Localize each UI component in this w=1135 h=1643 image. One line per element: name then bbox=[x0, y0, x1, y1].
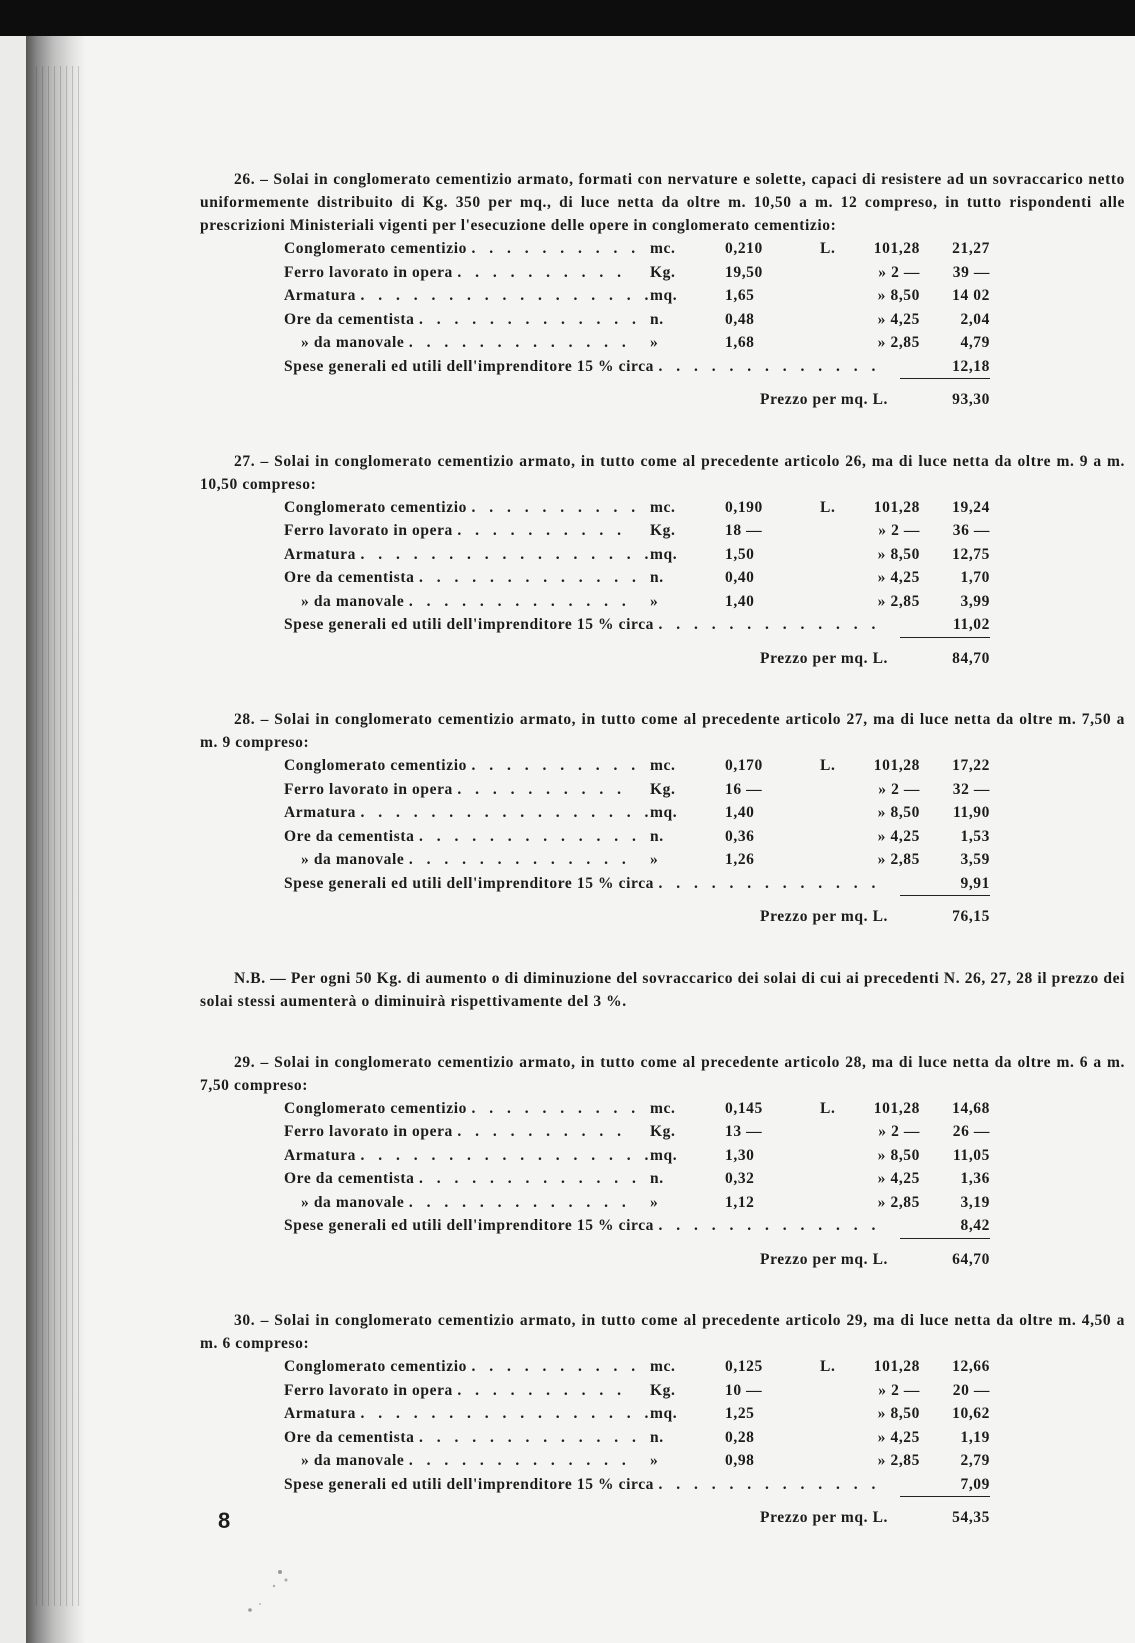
cost-quantity: 1,25 bbox=[725, 1405, 755, 1422]
cost-item-label bbox=[284, 496, 641, 520]
price-label: Prezzo per mq. L. bbox=[760, 391, 889, 408]
unit-price: » 2,85 bbox=[877, 851, 920, 868]
article-block bbox=[200, 708, 1125, 929]
unit-price: » 2 — bbox=[878, 522, 920, 539]
leader-dots: . . . . . . . . . . . . . bbox=[658, 1475, 881, 1493]
cost-quantity: 1,50 bbox=[725, 545, 755, 563]
cost-item-name: Conglomerato cementizio bbox=[284, 240, 467, 257]
cost-unit: » bbox=[650, 851, 659, 868]
cost-amount: 17,22 bbox=[952, 757, 990, 774]
cost-item-label bbox=[284, 331, 631, 355]
cost-unit: mq. bbox=[650, 1146, 678, 1164]
cost-unit: Kg. bbox=[650, 780, 676, 798]
unit-price: » 4,25 bbox=[877, 1170, 920, 1187]
cost-item-name: Armatura bbox=[284, 287, 356, 304]
unit-price: » 2 — bbox=[878, 263, 920, 281]
cost-item-label bbox=[284, 1402, 654, 1426]
cost-item-name: » da manovale bbox=[301, 334, 405, 351]
cost-quantity: 10 — bbox=[725, 1381, 763, 1399]
leader-dots: . . . . . . . . . . bbox=[457, 263, 627, 281]
price-row bbox=[200, 388, 1125, 412]
cost-item-name: Armatura bbox=[284, 545, 356, 563]
cost-quantity: 1,65 bbox=[725, 287, 755, 304]
leader-dots: . . . . . . . . . . . . . bbox=[418, 310, 641, 328]
overhead-label bbox=[284, 1473, 914, 1497]
cost-item-label bbox=[284, 1097, 641, 1121]
unit-price: 101,28 bbox=[873, 498, 920, 516]
cost-row bbox=[200, 825, 1125, 849]
leader-dots: . . . . . . . . . . . . . . . . . bbox=[360, 287, 654, 304]
leader-dots: . . . . . . . . . . . . . . . . . bbox=[360, 1405, 654, 1422]
nb-note: N.B. — Per ogni 50 Kg. di aumento o di diminuzione del sovraccarico dei solai di cui ai precedenti N. 26, 27, 28 il prezzo dei solai stessi aumenterà o diminuirà rispettivamente del 3 %. bbox=[200, 969, 1125, 1010]
cost-amount: 3,59 bbox=[960, 851, 990, 868]
cost-unit: » bbox=[650, 1193, 659, 1211]
cost-row bbox=[200, 496, 1125, 520]
cost-amount: 1,53 bbox=[960, 827, 990, 845]
unit-price: » 8,50 bbox=[877, 545, 920, 563]
cost-unit: mc. bbox=[650, 240, 676, 257]
cost-row bbox=[200, 331, 1125, 355]
price-total: 54,35 bbox=[952, 1509, 990, 1526]
cost-quantity: 0,170 bbox=[725, 757, 763, 774]
currency-label: L. bbox=[820, 1358, 836, 1375]
cost-unit: mq. bbox=[650, 804, 678, 821]
cost-quantity: 0,48 bbox=[725, 310, 755, 328]
cost-quantity: 1,40 bbox=[725, 592, 755, 610]
cost-amount: 21,27 bbox=[952, 240, 990, 257]
cost-item-label bbox=[284, 543, 654, 567]
leader-dots: . . . . . . . . . . . . . . . . . bbox=[360, 1146, 654, 1164]
cost-amount: 11,90 bbox=[952, 804, 990, 821]
cost-item-name: Armatura bbox=[284, 1405, 356, 1422]
cost-quantity: 1,12 bbox=[725, 1193, 755, 1211]
cost-item-label bbox=[284, 1191, 631, 1215]
cost-amount: 3,99 bbox=[960, 592, 990, 610]
unit-price: » 2,85 bbox=[877, 592, 920, 610]
cost-row bbox=[200, 778, 1125, 802]
cost-item-name: Armatura bbox=[284, 1146, 356, 1164]
cost-item-name: Conglomerato cementizio bbox=[284, 498, 467, 516]
overhead-amount: 8,42 bbox=[900, 1214, 990, 1239]
cost-unit: n. bbox=[650, 1170, 664, 1187]
cost-item-name: » da manovale bbox=[301, 592, 405, 610]
cost-item-label bbox=[284, 1379, 627, 1403]
cost-item-label bbox=[284, 308, 641, 332]
leader-dots: . . . . . . . . . . bbox=[471, 757, 641, 774]
unit-price: » 8,50 bbox=[877, 287, 920, 304]
price-label: Prezzo per mq. L. bbox=[760, 1509, 889, 1526]
cost-item-label bbox=[284, 261, 627, 285]
leader-dots: . . . . . . . . . . . . . bbox=[658, 357, 881, 375]
cost-quantity: 0,32 bbox=[725, 1170, 755, 1187]
article-block bbox=[200, 1309, 1125, 1530]
leader-dots: . . . . . . . . . . bbox=[457, 780, 627, 798]
cost-item-name: Conglomerato cementizio bbox=[284, 1099, 467, 1117]
cost-item-label bbox=[284, 1449, 631, 1473]
article-text: 27. – Solai in conglomerato cementizio armato, in tutto come al precedente articolo 26, ma di luce netta da oltre m. 9 a m. 10,50 compreso: bbox=[200, 452, 1125, 493]
leader-dots: . . . . . . . . . . . . . . . . . bbox=[360, 545, 654, 563]
price-label: Prezzo per mq. L. bbox=[760, 649, 889, 667]
cost-amount: 14,68 bbox=[952, 1099, 990, 1117]
cost-item-name: Ore da cementista bbox=[284, 310, 415, 328]
cost-amount: 3,19 bbox=[960, 1193, 990, 1211]
leader-dots: . . . . . . . . . . bbox=[457, 1123, 627, 1140]
unit-price: » 8,50 bbox=[877, 804, 920, 821]
cost-item-label bbox=[284, 237, 641, 261]
cost-unit: mc. bbox=[650, 498, 676, 516]
cost-amount: 12,66 bbox=[952, 1358, 990, 1375]
cost-quantity: 16 — bbox=[725, 780, 763, 798]
cost-item-name: » da manovale bbox=[301, 1452, 405, 1469]
cost-quantity: 0,40 bbox=[725, 569, 755, 586]
leader-dots: . . . . . . . . . . . . . bbox=[418, 1170, 641, 1187]
currency-label: L. bbox=[820, 498, 836, 516]
overhead-row bbox=[200, 613, 1125, 637]
cost-quantity: 0,28 bbox=[725, 1428, 755, 1446]
document-content bbox=[200, 168, 1125, 1568]
cost-row bbox=[200, 1097, 1125, 1121]
overhead-row bbox=[200, 1473, 1125, 1497]
article-text: 29. – Solai in conglomerato cementizio armato, in tutto come al precedente articolo 28, ma di luce netta da oltre m. 6 a m. 7,50 compreso: bbox=[200, 1053, 1125, 1094]
cost-unit: » bbox=[650, 334, 659, 351]
article-text: 28. – Solai in conglomerato cementizio armato, in tutto come al precedente articolo 27, ma di luce netta da oltre m. 7,50 a m. 9 compreso: bbox=[200, 711, 1125, 751]
cost-quantity: 1,40 bbox=[725, 804, 755, 821]
overhead-row bbox=[200, 1214, 1125, 1238]
overhead-text: Spese generali ed utili dell'imprenditore 15 % circa bbox=[284, 1217, 655, 1234]
overhead-text: Spese generali ed utili dell'imprenditore 15 % circa bbox=[284, 874, 655, 892]
cost-row bbox=[200, 1355, 1125, 1379]
cost-row bbox=[200, 1191, 1125, 1215]
cost-unit: n. bbox=[650, 1428, 664, 1446]
cost-row bbox=[200, 543, 1125, 567]
cost-amount: 32 — bbox=[952, 780, 990, 798]
cost-amount: 14 02 bbox=[952, 287, 990, 304]
cost-item-label bbox=[284, 754, 641, 778]
leader-dots: . . . . . . . . . . . . . bbox=[408, 1452, 631, 1469]
leader-dots: . . . . . . . . . . . . . bbox=[658, 1217, 881, 1234]
cost-amount: 20 — bbox=[952, 1381, 990, 1399]
unit-price: » 4,25 bbox=[877, 310, 920, 328]
cost-row bbox=[200, 1402, 1125, 1426]
currency-label: L. bbox=[820, 757, 836, 774]
overhead-label bbox=[284, 872, 914, 896]
cost-unit: n. bbox=[650, 569, 664, 586]
cost-amount: 19,24 bbox=[952, 498, 990, 516]
cost-row bbox=[200, 261, 1125, 285]
price-total: 64,70 bbox=[952, 1250, 990, 1268]
cost-item-name: Ferro lavorato in opera bbox=[284, 522, 453, 539]
unit-price: » 2,85 bbox=[877, 334, 920, 351]
cost-quantity: 0,145 bbox=[725, 1099, 763, 1117]
page-binding-shadow bbox=[26, 36, 86, 1643]
cost-row bbox=[200, 308, 1125, 332]
leader-dots: . . . . . . . . . . . . . bbox=[418, 827, 641, 845]
currency-label: L. bbox=[820, 1099, 836, 1117]
cost-item-label bbox=[284, 590, 631, 614]
leader-dots: . . . . . . . . . . . . . bbox=[658, 616, 881, 633]
cost-item-name: Ore da cementista bbox=[284, 1170, 415, 1187]
cost-row bbox=[200, 519, 1125, 543]
cost-item-name: Ferro lavorato in opera bbox=[284, 1381, 453, 1399]
overhead-label bbox=[284, 355, 914, 379]
unit-price: » 4,25 bbox=[877, 1428, 920, 1446]
unit-price: » 4,25 bbox=[877, 569, 920, 586]
cost-row bbox=[200, 848, 1125, 872]
cost-amount: 39 — bbox=[952, 263, 990, 281]
overhead-text: Spese generali ed utili dell'imprenditore 15 % circa bbox=[284, 1475, 655, 1493]
leader-dots: . . . . . . . . . . bbox=[471, 240, 641, 257]
cost-unit: n. bbox=[650, 827, 664, 845]
cost-item-name: Conglomerato cementizio bbox=[284, 757, 467, 774]
cost-unit: Kg. bbox=[650, 1123, 676, 1140]
unit-price: 101,28 bbox=[873, 240, 920, 257]
cost-item-label bbox=[284, 519, 627, 543]
cost-unit: » bbox=[650, 592, 659, 610]
price-row bbox=[200, 647, 1125, 671]
cost-item-name: » da manovale bbox=[301, 1193, 405, 1211]
price-label: Prezzo per mq. L. bbox=[760, 1250, 889, 1268]
cost-unit: mq. bbox=[650, 1405, 678, 1422]
cost-quantity: 0,190 bbox=[725, 498, 763, 516]
currency-label: L. bbox=[820, 240, 836, 257]
overhead-row bbox=[200, 355, 1125, 379]
cost-row bbox=[200, 754, 1125, 778]
unit-price: » 2,85 bbox=[877, 1193, 920, 1211]
cost-amount: 2,79 bbox=[960, 1452, 990, 1469]
cost-row bbox=[200, 1167, 1125, 1191]
price-total: 93,30 bbox=[952, 391, 990, 408]
unit-price: » 4,25 bbox=[877, 827, 920, 845]
unit-price: » 2,85 bbox=[877, 1452, 920, 1469]
leader-dots: . . . . . . . . . . . . . bbox=[408, 1193, 631, 1211]
cost-unit: mq. bbox=[650, 545, 678, 563]
cost-unit: » bbox=[650, 1452, 659, 1469]
article-text: 26. – Solai in conglomerato cementizio armato, formati con nervature e solette, capaci di resistere ad un sovraccarico netto uniformemente distribuito di Kg. 350 per mq., di luce netta da oltre m. 10,50 a m. 12 compreso, in tutto rispondenti alle prescrizioni Ministeriali vigenti per l'esecuzione delle opere in conglomerato cementizio: bbox=[200, 171, 1125, 234]
cost-unit: n. bbox=[650, 310, 664, 328]
unit-price: » 8,50 bbox=[877, 1146, 920, 1164]
cost-amount: 10,62 bbox=[952, 1405, 990, 1422]
overhead-amount: 7,09 bbox=[900, 1473, 990, 1498]
cost-item-label bbox=[284, 1120, 627, 1144]
overhead-label bbox=[284, 613, 914, 637]
cost-row bbox=[200, 284, 1125, 308]
cost-quantity: 0,36 bbox=[725, 827, 755, 845]
cost-amount: 1,19 bbox=[960, 1428, 990, 1446]
cost-row bbox=[200, 566, 1125, 590]
leader-dots: . . . . . . . . . . . . . bbox=[408, 334, 631, 351]
cost-item-name: Ferro lavorato in opera bbox=[284, 263, 453, 281]
unit-price: 101,28 bbox=[873, 757, 920, 774]
article-block bbox=[200, 1051, 1125, 1272]
cost-item-name: Ferro lavorato in opera bbox=[284, 780, 453, 798]
leader-dots: . . . . . . . . . . . . . bbox=[408, 592, 631, 610]
cost-amount: 2,04 bbox=[960, 310, 990, 328]
cost-unit: Kg. bbox=[650, 1381, 676, 1399]
cost-item-name: Ore da cementista bbox=[284, 569, 415, 586]
cost-unit: Kg. bbox=[650, 522, 676, 539]
scan-specks bbox=[230, 1560, 310, 1620]
cost-quantity: 13 — bbox=[725, 1123, 763, 1140]
scan-top-band bbox=[0, 0, 1135, 36]
cost-amount: 36 — bbox=[952, 522, 990, 539]
cost-item-name: Ore da cementista bbox=[284, 1428, 415, 1446]
overhead-amount: 11,02 bbox=[900, 613, 990, 638]
cost-item-label bbox=[284, 825, 641, 849]
cost-amount: 11,05 bbox=[952, 1146, 990, 1164]
cost-item-name: Ore da cementista bbox=[284, 827, 415, 845]
cost-item-label bbox=[284, 778, 627, 802]
unit-price: 101,28 bbox=[873, 1099, 920, 1117]
cost-quantity: 0,98 bbox=[725, 1452, 755, 1469]
cost-amount: 12,75 bbox=[952, 545, 990, 563]
cost-amount: 1,70 bbox=[960, 569, 990, 586]
article-block bbox=[200, 450, 1125, 671]
cost-unit: mc. bbox=[650, 757, 676, 774]
cost-item-label bbox=[284, 1426, 641, 1450]
cost-item-name: » da manovale bbox=[301, 851, 405, 868]
price-row bbox=[200, 1248, 1125, 1272]
leader-dots: . . . . . . . . . . bbox=[471, 498, 641, 516]
overhead-text: Spese generali ed utili dell'imprenditore 15 % circa bbox=[284, 616, 655, 633]
cost-item-label bbox=[284, 1167, 641, 1191]
price-total: 76,15 bbox=[952, 908, 990, 925]
cost-item-name: Conglomerato cementizio bbox=[284, 1358, 467, 1375]
unit-price: 101,28 bbox=[873, 1358, 920, 1375]
cost-unit: mc. bbox=[650, 1099, 676, 1117]
article-text: 30. – Solai in conglomerato cementizio armato, in tutto come al precedente articolo 29, ma di luce netta da oltre m. 4,50 a m. 6 compreso: bbox=[200, 1312, 1125, 1352]
price-label: Prezzo per mq. L. bbox=[760, 908, 889, 925]
cost-quantity: 1,26 bbox=[725, 851, 755, 868]
cost-amount: 1,36 bbox=[960, 1170, 990, 1187]
cost-row bbox=[200, 1379, 1125, 1403]
leader-dots: . . . . . . . . . . bbox=[457, 1381, 627, 1399]
cost-item-label bbox=[284, 566, 641, 590]
leader-dots: . . . . . . . . . . . . . . . . . bbox=[360, 804, 654, 821]
overhead-label bbox=[284, 1214, 914, 1238]
leader-dots: . . . . . . . . . . bbox=[457, 522, 627, 539]
cost-item-name: Armatura bbox=[284, 804, 356, 821]
cost-unit: Kg. bbox=[650, 263, 676, 281]
leader-dots: . . . . . . . . . . bbox=[471, 1358, 641, 1375]
overhead-amount: 12,18 bbox=[900, 355, 990, 380]
cost-quantity: 18 — bbox=[725, 522, 763, 539]
cost-amount: 26 — bbox=[952, 1123, 990, 1140]
cost-amount: 4,79 bbox=[960, 334, 990, 351]
price-row bbox=[200, 1506, 1125, 1530]
unit-price: » 2 — bbox=[878, 780, 920, 798]
price-total: 84,70 bbox=[952, 649, 990, 667]
cost-row bbox=[200, 801, 1125, 825]
cost-quantity: 0,210 bbox=[725, 240, 763, 257]
cost-row bbox=[200, 1449, 1125, 1473]
cost-row bbox=[200, 590, 1125, 614]
cost-row bbox=[200, 1426, 1125, 1450]
cost-row bbox=[200, 1120, 1125, 1144]
overhead-amount: 9,91 bbox=[900, 872, 990, 897]
binding-texture bbox=[36, 66, 80, 1606]
cost-quantity: 0,125 bbox=[725, 1358, 763, 1375]
unit-price: » 8,50 bbox=[877, 1405, 920, 1422]
cost-item-label bbox=[284, 284, 654, 308]
cost-row bbox=[200, 1144, 1125, 1168]
overhead-row bbox=[200, 872, 1125, 896]
leader-dots: . . . . . . . . . . bbox=[471, 1099, 641, 1117]
unit-price: » 2 — bbox=[878, 1381, 920, 1399]
leader-dots: . . . . . . . . . . . . . bbox=[418, 1428, 641, 1446]
cost-item-name: Ferro lavorato in opera bbox=[284, 1123, 453, 1140]
article-block bbox=[200, 168, 1125, 412]
price-row bbox=[200, 905, 1125, 929]
overhead-text: Spese generali ed utili dell'imprenditore 15 % circa bbox=[284, 357, 655, 375]
page-number: 8 bbox=[218, 1508, 231, 1533]
cost-item-label bbox=[284, 801, 654, 825]
cost-item-label bbox=[284, 848, 631, 872]
leader-dots: . . . . . . . . . . . . . bbox=[408, 851, 631, 868]
cost-item-label bbox=[284, 1355, 641, 1379]
leader-dots: . . . . . . . . . . . . . bbox=[658, 874, 881, 892]
cost-item-label bbox=[284, 1144, 654, 1168]
cost-unit: mq. bbox=[650, 287, 678, 304]
cost-unit: mc. bbox=[650, 1358, 676, 1375]
cost-quantity: 1,30 bbox=[725, 1146, 755, 1164]
cost-quantity: 19,50 bbox=[725, 263, 763, 281]
leader-dots: . . . . . . . . . . . . . bbox=[418, 569, 641, 586]
unit-price: » 2 — bbox=[878, 1123, 920, 1140]
cost-row bbox=[200, 237, 1125, 261]
cost-quantity: 1,68 bbox=[725, 334, 755, 351]
